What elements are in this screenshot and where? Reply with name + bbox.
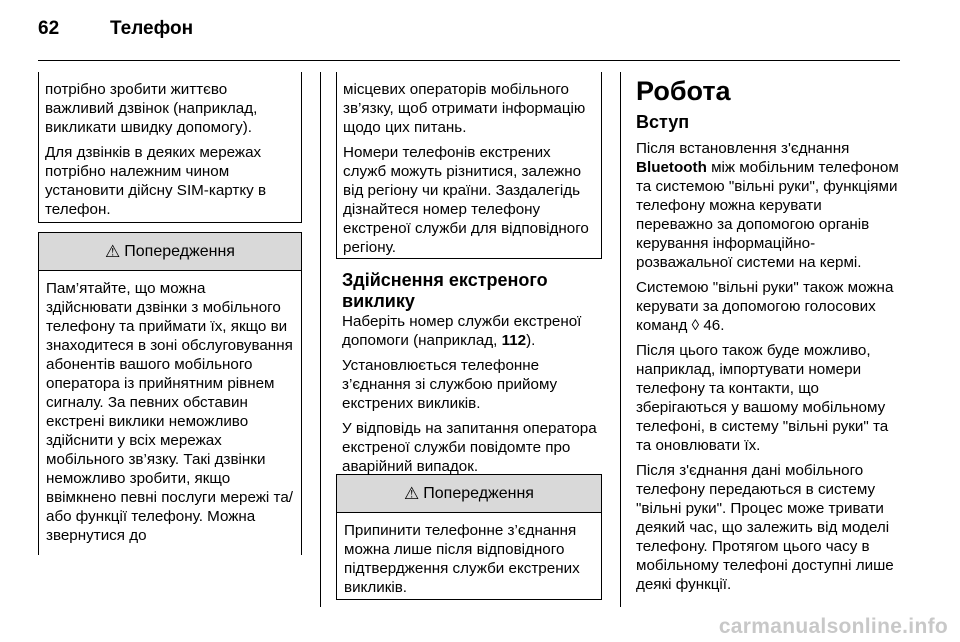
col3-body — [636, 76, 902, 600]
page-header — [38, 18, 194, 40]
col3-p1: Після встановлення з'єднання Bluetooth між мобільним телефоном та системою "вільні руки", функціями телефону можна керувати переважно за допомогою органів керування інформаційно-розважальної системи на кермі. — [636, 140, 899, 271]
col2-p2: Установлюється телефонне з’єднання зі службою прийому екстрених викликів. — [342, 357, 558, 412]
col2-cont-para2: Номери телефонів екстрених служб можуть різнитися, залежно від регіону чи країни. Заздалегідь дізнайтеся номер телефону екстреної служби для відповідного регіону. — [343, 144, 589, 256]
subsection-title: Вступ — [636, 112, 690, 132]
col2-p3: У відповідь на запитання оператора екстреної служби повідомте про аварійний випадок. — [342, 420, 597, 475]
section-title: Робота — [636, 76, 731, 106]
col3-p2: Системою "вільні руки" також можна керувати за допомогою голосових команд ◊ 46. — [636, 279, 894, 334]
page-title: Телефон — [110, 18, 194, 39]
warning-text-1: Пам’ятайте, що можна здійснювати дзвінки з мобільного телефону та приймати їх, якщо ви знаходитеся в зоні обслуговування абонентів вашого мобільного оператора із прийнятним рівнем сигналу. За певних обставин екстрені виклики неможливо здійснити у всіх мережах мобільного зв’язку. Такі дзвінки неможливо зробити, якщо ввімкнено певні послуги мережі та/або функції телефону. Можна звернутися до — [46, 280, 293, 544]
col1-para2: Для дзвінків в деяких мережах потрібно належним чином установити дійсну SIM-картку в телефон. — [45, 144, 267, 218]
emergency-heading: Здійснення екстреного виклику — [342, 270, 548, 311]
arrow-reference-icon: ◊ — [691, 317, 700, 334]
col2-body — [342, 270, 600, 482]
warning-title-1: Попередження — [124, 242, 235, 260]
warning-title-2: Попередження — [423, 484, 534, 502]
col3-p4: Після з'єднання дані мобільного телефону передаються в систему "вільні руки". Процес може тривати деякий час, що залежить від моделі телефону. Протягом цього часу в мобільному телефоні доступні лише деякі функції. — [636, 462, 894, 593]
col2-cont-para1: місцевих операторів мобільного зв’язку, щоб отримати інформацію щодо цих питань. — [343, 81, 586, 136]
col2-p1: Наберіть номер служби екстреної допомоги (наприклад, 112). — [342, 313, 582, 349]
warning-header-1 — [39, 233, 301, 271]
col3-p3: Після цього також буде можливо, наприклад, імпортувати номери телефону та контакти, що зберігаються у вашому мобільному телефоні, в систему "вільні руки" та та оновлювати їх. — [636, 342, 889, 454]
col1-intro: потрібно зробити життєво важливий дзвінок (наприклад, викликати швидку допомогу). — [45, 81, 258, 136]
watermark: carmanualsonline.info — [718, 615, 948, 638]
col1-top-box — [38, 72, 302, 223]
header-rule — [38, 60, 900, 61]
warning-box-2 — [336, 474, 602, 600]
warning-box-1 — [38, 232, 302, 555]
col2-text — [343, 80, 597, 263]
column-divider-1 — [320, 72, 321, 607]
warning-triangle-icon: ⚠ — [105, 241, 121, 261]
page-number: 62 — [38, 18, 60, 39]
warning-text-2: Припинити телефонне з’єднання можна лише після відповідного підтвердження служби екстрених викликів. — [344, 522, 580, 596]
warning-header-2 — [337, 475, 601, 513]
warning-triangle-icon: ⚠ — [404, 483, 420, 503]
col2-top-box — [336, 72, 602, 259]
col1-text — [45, 80, 297, 225]
column-divider-2 — [620, 72, 621, 607]
